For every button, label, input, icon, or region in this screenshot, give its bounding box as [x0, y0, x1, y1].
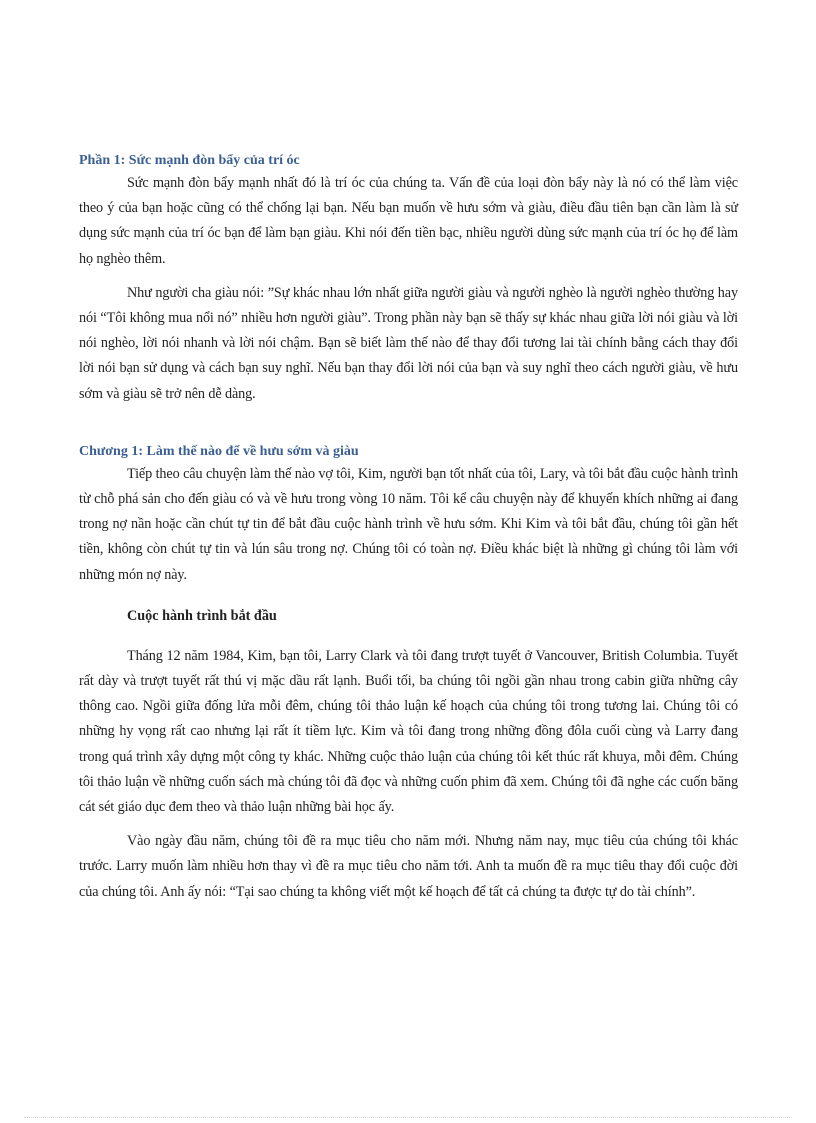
chapter-paragraph-1: Tiếp theo câu chuyện làm thế nào vợ tôi, Kim, người bạn tốt nhất của tôi, Lary, và tôi bắt đầu cuộc hành trình từ chỗ phá sản cho đến giàu có và về hưu trong vòng 10 năm. Tôi kể câu chuyện này để khuyến khích những ai đang trong nợ nần hoặc cần chút tự tin để bắt đầu cuộc hành trình về hưu sớm. Khi Kim và tôi bắt đầu, chúng tôi gần hết tiền, không còn chút tự tin và lún sâu trong nợ. Chúng tôi có toàn nợ. Điều khác biệt là những gì chúng tôi làm với những món nợ này. — [79, 465, 738, 583]
section-subheading: Cuộc hành trình bắt đầu — [127, 607, 277, 624]
page-bottom-divider — [24, 1117, 792, 1118]
document-body — [79, 150, 738, 905]
section-paragraph-2: Vào ngày đầu năm, chúng tôi đề ra mục tiêu cho năm mới. Nhưng năm nay, mục tiêu của chúng tôi khác trước. Larry muốn làm nhiều hơn thay vì đề ra mục tiêu cho năm tới. Anh ta muốn đề ra mục tiêu thay đổi cuộc đời của chúng tôi. Anh ấy nói: “Tại sao chúng ta không viết một kế hoạch để tất cả chúng ta được tự do tài chính”. — [79, 833, 738, 900]
part-paragraph-2: Như người cha giàu nói: ”Sự khác nhau lớn nhất giữa người giàu và người nghèo là người nghèo thường hay nói “Tôi không mua nổi nó” nhiều hơn người giàu”. Trong phần này bạn sẽ thấy sự khác nhau giữa lời nói giàu và lời nói nghèo, lời nói nhanh và lời nói chậm. Bạn sẽ biết làm thế nào để thay đổi tương lai tài chính bằng cách thay đổi lời nói bạn sử dụng và cách bạn suy nghĩ. Nếu bạn thay đổi lời nói của bạn và suy nghĩ theo cách người giàu, về hưu sớm và giàu sẽ trở nên dễ dàng. — [79, 284, 738, 402]
chapter-heading: Chương 1: Làm thế nào để về hưu sớm và giàu — [79, 443, 359, 459]
part-paragraph-1: Sức mạnh đòn bẩy mạnh nhất đó là trí óc của chúng ta. Vấn đề của loại đòn bẩy này là nó có thể làm việc theo ý của bạn hoặc cũng có thể chống lại bạn. Nếu bạn muốn về hưu sớm và giàu, điều đầu tiên bạn cần làm là sử dụng sức mạnh của trí óc bạn để làm bạn giàu. Khi nói đến tiền bạc, nhiều người dùng sức mạnh của trí óc họ để làm họ nghèo thêm. — [79, 175, 738, 267]
part-heading: Phần 1: Sức mạnh đòn bẩy của trí óc — [79, 153, 300, 168]
section-paragraph-1: Tháng 12 năm 1984, Kim, bạn tôi, Larry Clark và tôi đang trượt tuyết ở Vancouver, British Columbia. Tuyết rất dày và trượt tuyết rất thú vị mặc dầu rất lạnh. Buổi tối, ba chúng tôi ngồi gần nhau trong cabin giữa những cây thông cao. Ngồi giữa đống lửa mỗi đêm, chúng tôi thảo luận kế hoạch của chúng tôi trong tương lai. Chúng tôi có những hy vọng rất cao nhưng lại rất ít tiềm lực. Kim và tôi đang trong những đồng đôla cuối cùng và Larry đang trong quá trình xây dựng một công ty khác. Những cuộc thảo luận của chúng tôi kết thúc rất khuya, mỗi đêm. Chúng tôi thảo luận về những cuốn sách mà chúng tôi đã đọc và những cuốn phim đã xem. Chúng tôi đã nghe các cuốn băng cát sét giáo dục đem theo và thảo luận những bài học ấy. — [79, 647, 738, 816]
